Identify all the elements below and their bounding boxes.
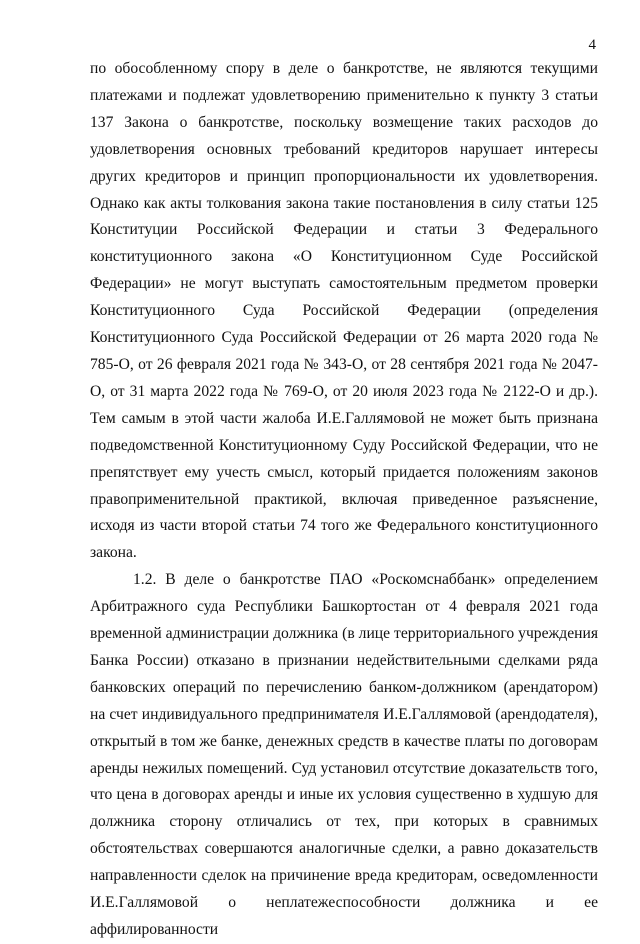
paragraph-2: 1.2. В деле о банкротстве ПАО «Роскомснаббанк» определением Арбитражного суда Республики Башкортостан от 4 февраля 2021 года временной администрации должника (в лице территориального учреждения Банка России) отказано в признании недействительными сделками ряда банковских операций по перечислению банком-должником (арендатором) на счет индивидуального предпринимателя И.Е.Галлямовой (арендодателя), открытый в том же банке, денежных средств в качестве платы по договорам аренды нежилых помещений. Суд установил отсутствие доказательств того, что цена в договорах аренды и иные их условия существенно в худшую для должника сторону отличались от тех, при которых в сравнимых обстоятельствах совершаются аналогичные сделки, а равно доказательств направленности сделок на причинение вреда кредиторам, осведомленности И.Е.Галлямовой о неплатежеспособности должника и ее аффилированности — [90, 571, 598, 938]
document-body — [90, 56, 598, 944]
paragraph-1: по обособленному спору в деле о банкротстве, не являются текущими платежами и подлежат удовлетворению применительно к пункту 3 статьи 137 Закона о банкротстве, поскольку возмещение таких расходов до удовлетворения основных требований кредиторов нарушает интересы других кредиторов и принцип пропорциональности их удовлетворения. Однако как акты толкования закона такие постановления в силу статьи 125 Конституции Российской Федерации и статьи 3 Федерального конституционного закона «О Конституционном Суде Российской Федерации» не могут выступать самостоятельным предметом проверки Конституционного Суда Российской Федерации (определения Конституционного Суда Российской Федерации от 26 марта 2020 года № 785-О, от 26 февраля 2021 года № 343-О, от 28 сентября 2021 года № 2047-О, от 31 марта 2022 года № 769-О, от 20 июля 2023 года № 2122-О и др.). Тем самым в этой части жалоба И.Е.Галлямовой не может быть признана подведомственной Конституционному Суду Российской Федерации, что не препятствует ему учесть смысл, который придается положениям законов правоприменительной практикой, включая приведенное разъяснение, исходя из части второй статьи 74 того же Федерального конституционного закона. — [90, 60, 598, 562]
page-number: 4 — [588, 37, 596, 53]
